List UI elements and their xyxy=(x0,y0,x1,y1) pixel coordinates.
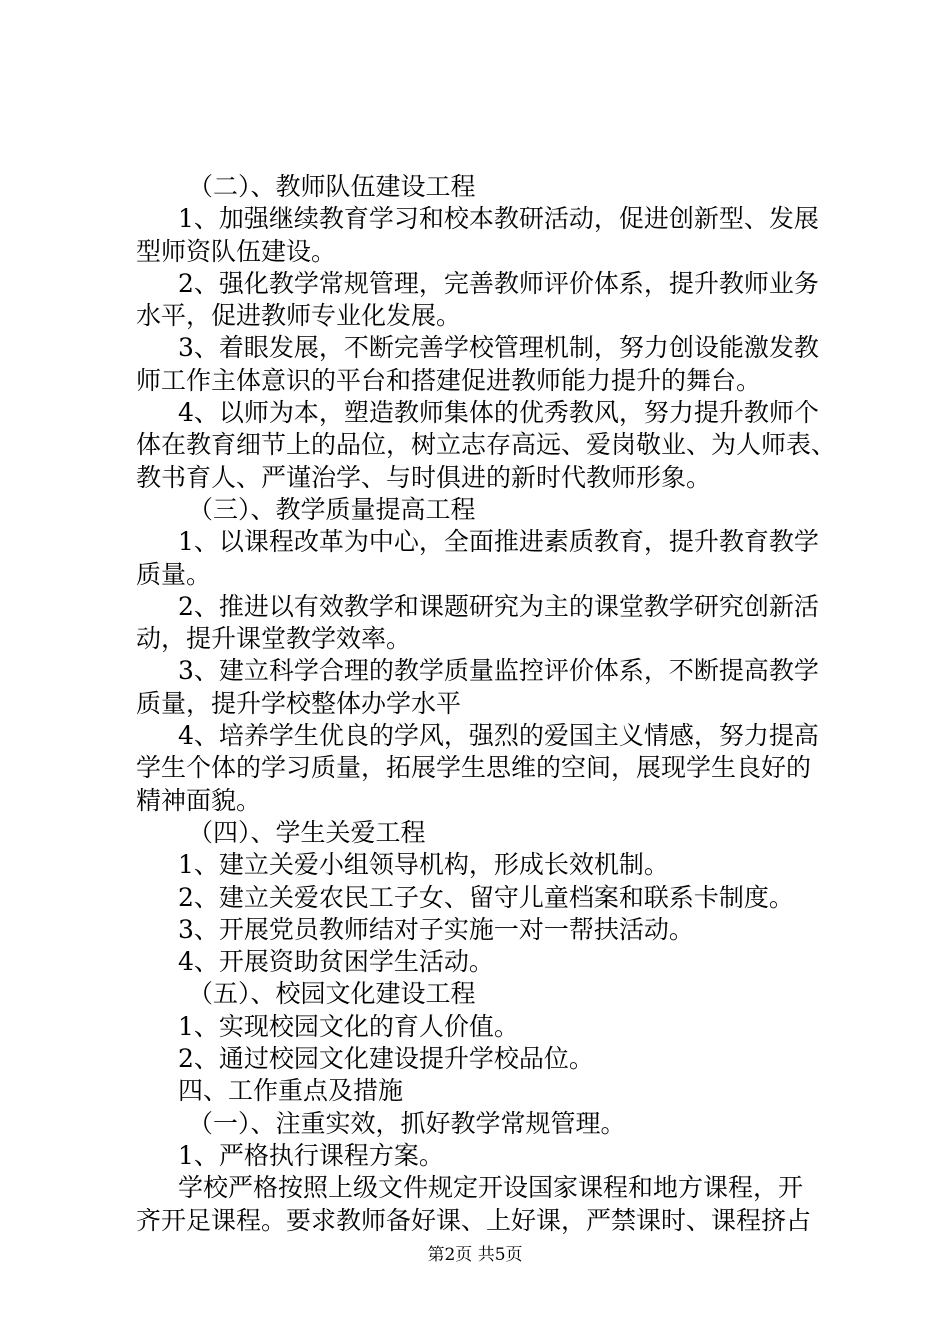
text-line: 2、建立关爱农民工子女、留守儿童档案和联系卡制度。 xyxy=(178,882,794,912)
text-line: 4、培养学生优良的学风，强烈的爱国主义情感，努力提高 xyxy=(178,721,819,751)
text-line: 水平，促进教师专业化发展。 xyxy=(136,301,462,331)
section-heading-line: （四）、学生关爱工程 xyxy=(188,817,426,847)
text-line: 1、建立关爱小组领导机构，形成长效机制。 xyxy=(178,850,669,880)
text-line: 3、开展党员教师结对子实施一对一帮扶活动。 xyxy=(178,914,694,944)
text-line: 2、通过校园文化建设提升学校品位。 xyxy=(178,1044,594,1074)
section-heading-line: （二）、教师队伍建设工程 xyxy=(188,172,476,201)
text-line: 型师资队伍建设。 xyxy=(136,236,337,266)
text-line: 质量，提升学校整体办学水平 xyxy=(136,688,462,718)
page-footer: 第2页 共5页 xyxy=(427,1245,523,1265)
text-line: 2、强化教学常规管理，完善教师评价体系，提升教师业务 xyxy=(178,268,819,298)
document-body xyxy=(136,171,837,1237)
text-line: 精神面貌。 xyxy=(136,785,262,815)
section-heading-line: （一）、注重实效，抓好教学常规管理。 xyxy=(188,1108,626,1138)
text-line: 质量。 xyxy=(136,559,212,589)
text-line: 3、着眼发展，不断完善学校管理机制，努力创设能激发教 xyxy=(178,333,819,363)
section-heading-line: （三）、教学质量提高工程 xyxy=(188,494,476,524)
text-line: 教书育人、严谨治学、与时俱进的新时代教师形象。 xyxy=(136,462,712,492)
text-line: 4、以师为本，塑造教师集体的优秀教风，努力提升教师个 xyxy=(178,398,819,428)
text-line: 1、实现校园文化的育人价值。 xyxy=(178,1011,519,1041)
text-line: 3、建立科学合理的教学质量监控评价体系，不断提高教学 xyxy=(178,656,819,686)
text-line: 动，提升课堂教学效率。 xyxy=(136,624,412,654)
text-line: 2、推进以有效教学和课题研究为主的课堂教学研究创新活 xyxy=(178,591,819,621)
text-line: 1、严格执行课程方案。 xyxy=(178,1140,444,1170)
text-line: 1、加强继续教育学习和校本教研活动，促进创新型、发展 xyxy=(178,204,819,234)
text-line: 四、工作重点及措施 xyxy=(178,1076,404,1106)
section-heading-line: （五）、校园文化建设工程 xyxy=(188,979,476,1009)
text-line: 学校严格按照上级文件规定开设国家课程和地方课程，开 xyxy=(178,1173,804,1203)
text-line: 师工作主体意识的平台和搭建促进教师能力提升的舞台。 xyxy=(136,365,762,395)
text-line: 体在教育细节上的品位，树立志存高远、爱岗敬业、为人师表、 xyxy=(136,430,837,460)
text-line: 4、开展资助贫困学生活动。 xyxy=(178,947,494,977)
text-line: 1、以课程改革为中心，全面推进素质教育，提升教育教学 xyxy=(178,527,819,557)
text-line: 学生个体的学习质量，拓展学生思维的空间，展现学生良好的 xyxy=(136,753,812,783)
text-line: 齐开足课程。要求教师备好课、上好课，严禁课时、课程挤占 xyxy=(136,1205,812,1235)
